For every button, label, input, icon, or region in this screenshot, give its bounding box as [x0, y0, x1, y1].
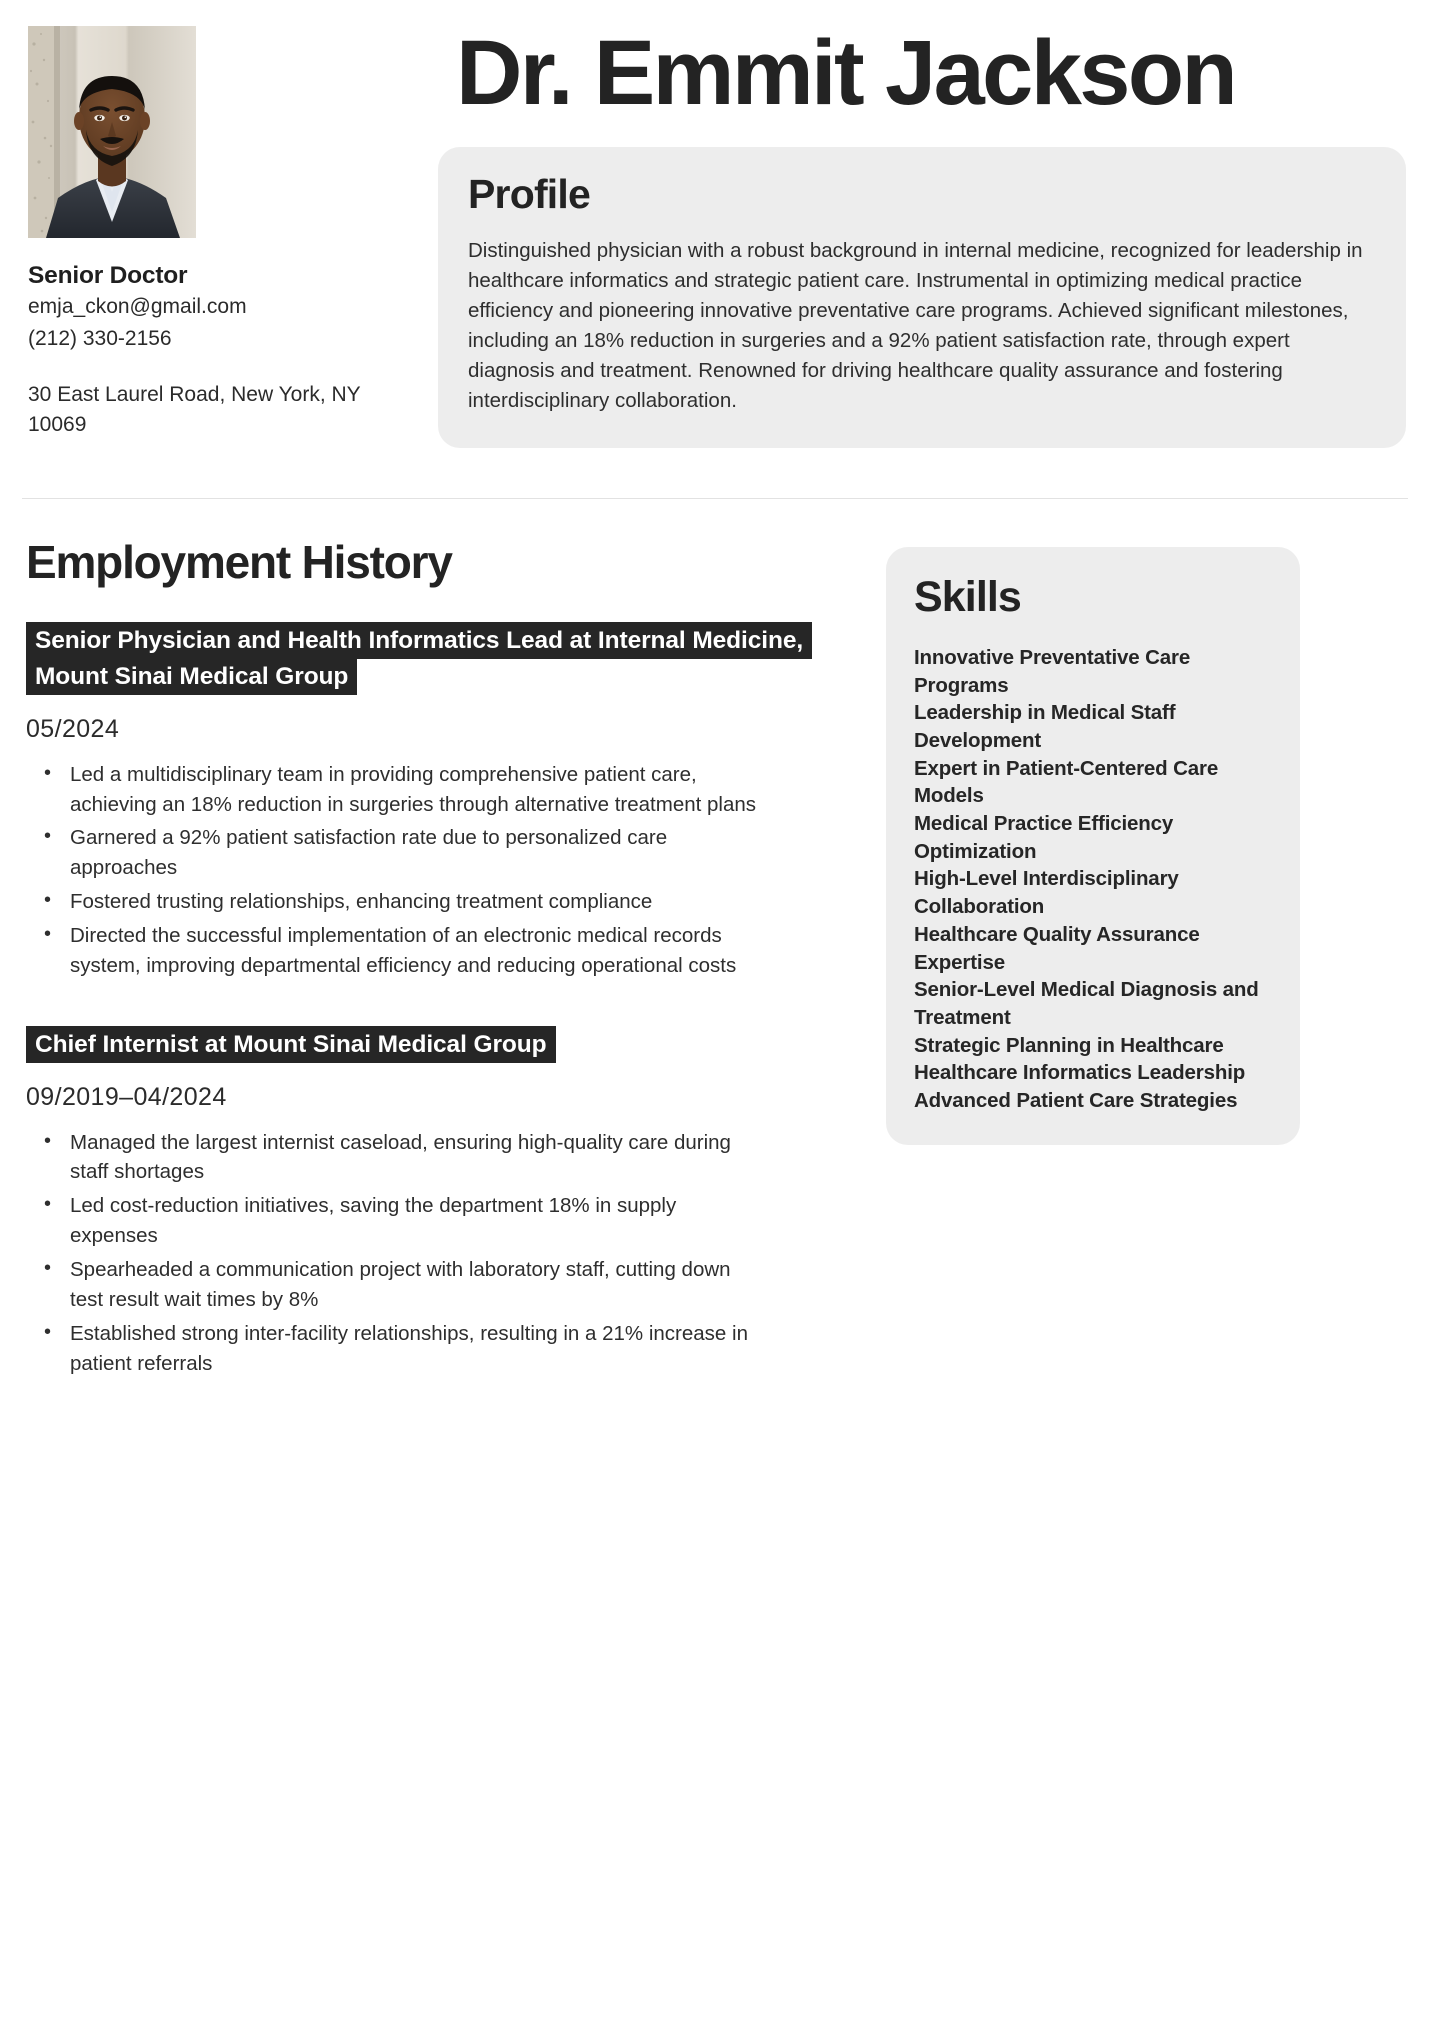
skill-item: Expert in Patient-Centered Care Models	[914, 756, 1219, 808]
employment-bullet-list	[26, 1128, 846, 1379]
skill-item: Senior-Level Medical Diagnosis and Treatment	[914, 978, 1259, 1029]
profile-photo	[28, 26, 196, 238]
email-text: emja_ckon@gmail.com	[28, 295, 247, 318]
list-item: • Led cost-reduction initiatives, saving the department 18% in supply expenses	[66, 1191, 766, 1251]
list-item: • Spearheaded a communication project with laboratory staff, cutting down test result wait times by 8%	[66, 1255, 766, 1315]
employment-column	[26, 535, 886, 1383]
employment-entry	[26, 1027, 846, 1379]
skills-column	[886, 535, 1412, 1144]
portrait-photo-icon	[28, 26, 196, 238]
skill-item: Strategic Planning in Healthcare	[914, 1033, 1224, 1057]
resume-body	[0, 535, 1440, 1383]
skill-item: Leadership in Medical Staff Development	[914, 701, 1176, 753]
profile-text: Distinguished physician with a robust background in internal medicine, recognized for leadership in healthcare informatics and strategic patient care. Instrumental in optimizing medical practice efficiency and pioneering innovative preventative care programs. Achieved significant milestones, including an 18% reduction in surgeries and a 92% patient satisfaction rate, through expert diagnosis and treatment. Renowned for driving healthcare quality assurance and fostering interdisciplinary collaboration.	[468, 239, 1363, 412]
list-item: • Led a multidisciplinary team in providing comprehensive patient care, achieving an 18% reduction in surgeries through alternative treatment plans	[66, 760, 766, 820]
list-item: • Established strong inter-facility relationships, resulting in a 21% increase in patient referrals	[66, 1319, 766, 1379]
employment-entry	[26, 623, 846, 981]
employment-heading: Employment History	[26, 536, 452, 589]
address-text: 30 East Laurel Road, New York, NY 10069	[28, 382, 361, 437]
employment-bullet-list	[26, 760, 846, 981]
skill-item: Medical Practice Efficiency Optimization	[914, 812, 1174, 863]
list-item: • Directed the successful implementation of an electronic medical records system, improving departmental efficiency and reducing operational costs	[66, 921, 766, 981]
skill-item: Innovative Preventative Care Programs	[914, 646, 1191, 697]
skill-item: Advanced Patient Care Strategies	[914, 1088, 1238, 1112]
employment-title: Chief Internist at Mount Sinai Medical Group	[26, 1026, 556, 1063]
employment-list	[26, 623, 846, 1379]
profile-heading: Profile	[468, 171, 590, 218]
employment-title-wrap	[26, 623, 826, 695]
employment-title-wrap	[26, 1027, 826, 1063]
section-divider	[22, 498, 1408, 500]
header-right-column	[432, 22, 1406, 448]
skill-item: Healthcare Quality Assurance Expertise	[914, 922, 1200, 974]
employment-date: 09/2019–04/2024	[26, 1083, 227, 1112]
list-item: • Managed the largest internist caseload, ensuring high-quality care during staff shortages	[66, 1128, 766, 1188]
skill-item: Healthcare Informatics Leadership	[914, 1061, 1246, 1085]
employment-date: 05/2024	[26, 715, 120, 744]
list-item: • Fostered trusting relationships, enhancing treatment compliance	[66, 887, 766, 917]
skills-heading: Skills	[914, 573, 1021, 622]
skills-card	[886, 547, 1300, 1144]
list-item: • Garnered a 92% patient satisfaction rate due to personalized care approaches	[66, 823, 766, 883]
resume-header	[0, 0, 1440, 448]
page-title: Dr. Emmit Jackson	[456, 22, 1236, 124]
phone-text: (212) 330-2156	[28, 326, 172, 350]
profile-card	[438, 147, 1406, 448]
job-title-headline: Senior Doctor	[28, 262, 188, 289]
skills-list	[914, 644, 1272, 1114]
employment-title: Senior Physician and Health Informatics Lead at Internal Medicine, Mount Sinai Medical Group	[26, 622, 812, 695]
contact-column	[28, 26, 432, 448]
skill-item: High-Level Interdisciplinary Collaboration	[914, 867, 1179, 919]
